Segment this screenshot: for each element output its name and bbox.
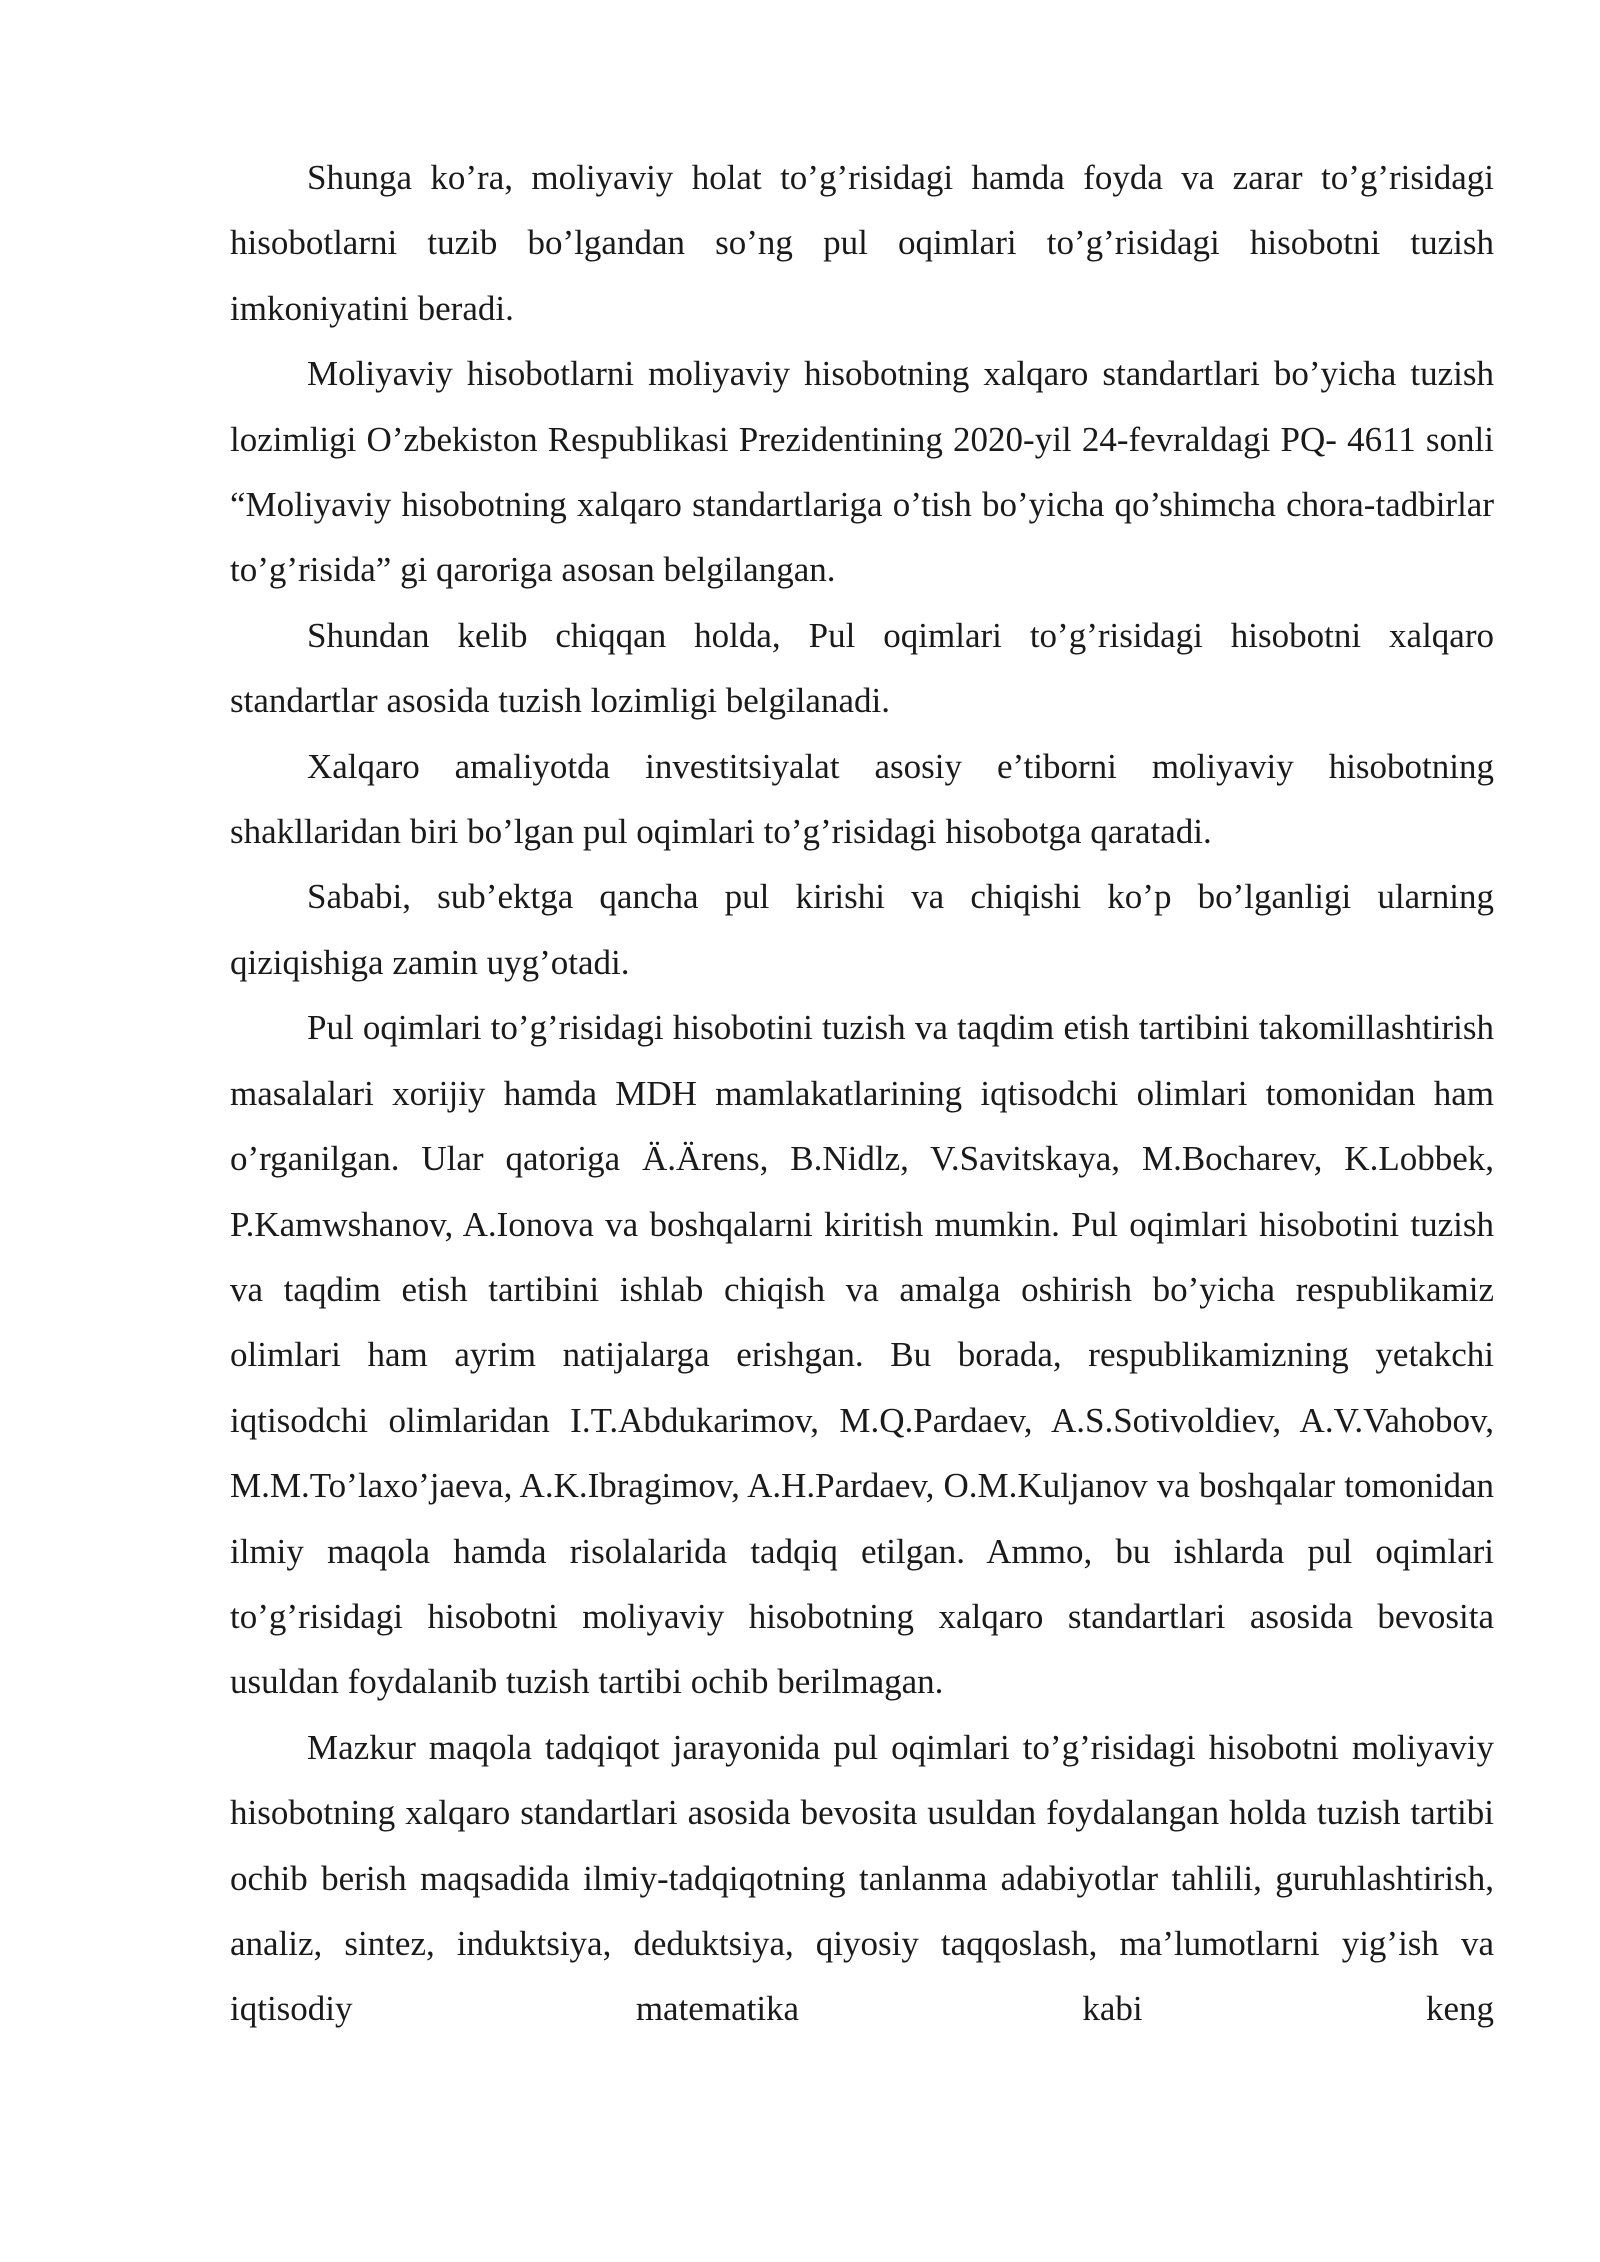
document-page — [230, 145, 1494, 2042]
paragraph-2: Moliyaviy hisobotlarni moliyaviy hisobotning xalqaro standartlari bo’yicha tuzish lozimligi O’zbekiston Respublikasi Prezidentining 2020-yil 24-fevraldagi PQ- 4611 sonli “Moliyaviy hisobotning xalqaro standartlariga o’tish bo’yicha qo’shimcha chora-tadbirlar to’g’risida” gi qaroriga asosan belgilangan. — [230, 354, 1494, 590]
paragraph-3: Shundan kelib chiqqan holda, Pul oqimlari to’g’risidagi hisobotni xalqaro standartlar asosida tuzish lozimligi belgilanadi. — [230, 615, 1494, 721]
paragraph-1: Shunga ko’ra, moliyaviy holat to’g’risidagi hamda foyda va zarar to’g’risidagi hisobotlarni tuzib bo’lgandan so’ng pul oqimlari to’g’risidagi hisobotni tuzish imkoniyatini beradi. — [230, 158, 1494, 328]
paragraph-6: Pul oqimlari to’g’risidagi hisobotini tuzish va taqdim etish tartibini takomillashtirish masalalari xorijiy hamda MDH mamlakatlarining iqtisodchi olimlari tomonidan ham o’rganilgan. Ular qatoriga Ä.Ärens, B.Nidlz, V.Savitskaya, M.Bocharev, K.Lobbek, P.Kamwshanov, A.Ionova va boshqalarni kiritish mumkin. Pul oqimlari hisobotini tuzish va taqdim etish tartibini ishlab chiqish va amalga oshirish bo’yicha respublikamiz olimlari ham ayrim natijalarga erishgan. Bu borada, respublikamizning yetakchi iqtisodchi olimlaridan I.T.Abdukarimov, M.Q.Pardaev, A.S.Sotivoldiev, A.V.Vahobov, M.M.To’laxo’jaeva, A.K.Ibragimov, A.H.Pardaev, O.M.Kuljanov va boshqalar tomonidan ilmiy maqola hamda risolalarida tadqiq etilgan. Ammo, bu ishlarda pul oqimlari to’g’risidagi hisobotni moliyaviy hisobotning xalqaro standartlari asosida bevosita usuldan foydalanib tuzish tartibi ochib berilmagan. — [230, 1008, 1494, 1702]
paragraph-4: Xalqaro amaliyotda investitsiyalat asosiy e’tiborni moliyaviy hisobotning shakllaridan biri bo’lgan pul oqimlari to’g’risidagi hisobotga qaratadi. — [230, 746, 1494, 852]
paragraph-5: Sababi, sub’ektga qancha pul kirishi va chiqishi ko’p bo’lganligi ularning qiziqishiga zamin uyg’otadi. — [230, 877, 1494, 982]
paragraph-7: Mazkur maqola tadqiqot jarayonida pul oqimlari to’g’risidagi hisobotni moliyaviy hisobotning xalqaro standartlari asosida bevosita usuldan foydalangan holda tuzish tartibi ochib berish maqsadida ilmiy-tadqiqotning tanlanma adabiyotlar tahlili, guruhlashtirish, analiz, sintez, induktsiya, deduktsiya, qiyosiy taqqoslash, ma’lumotlarni yig’ish va iqtisodiy matematika kabi keng — [230, 1727, 1494, 2029]
